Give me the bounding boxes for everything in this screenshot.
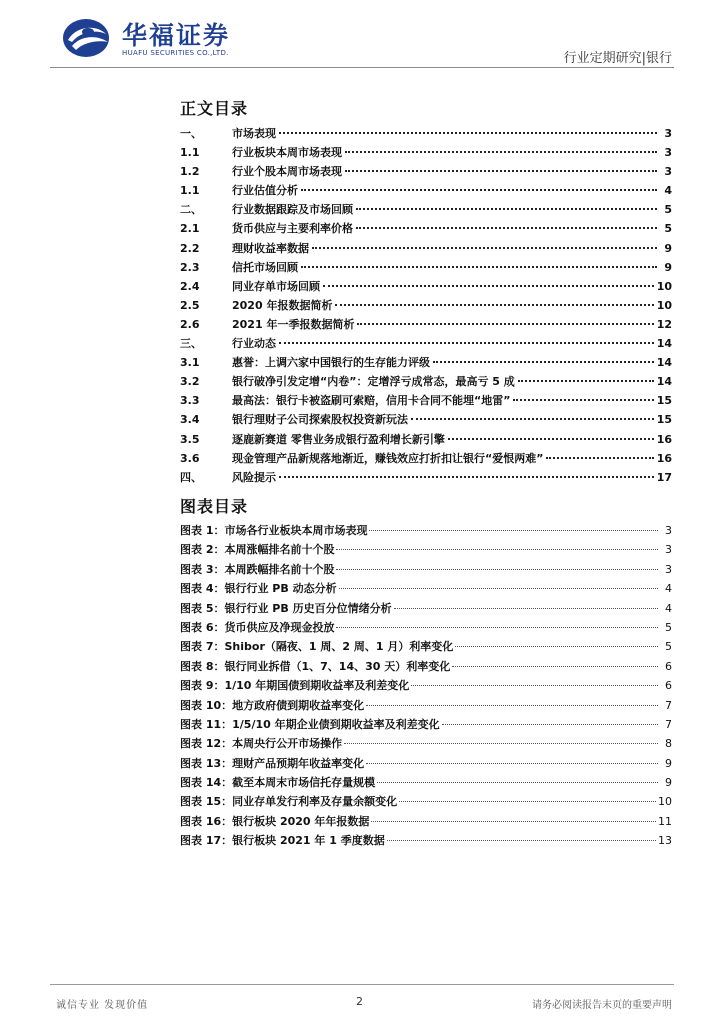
toc-entry[interactable] <box>180 316 672 335</box>
toc-entry-number: 一、 <box>180 127 202 140</box>
toc-entry[interactable] <box>180 240 672 259</box>
toc-entry-page: 17 <box>656 470 672 484</box>
toc-entry-title: 行业数据跟踪及市场回顾 <box>232 203 353 217</box>
toc-dot-leader <box>279 132 657 134</box>
figure-entry-title: 图表 11：1/5/10 年期企业债到期收益率及利差变化 <box>180 717 440 731</box>
figure-entry-title: 图表 10：地方政府债到期收益率变化 <box>180 698 365 712</box>
toc-dot-leader <box>518 380 654 382</box>
figure-dot-leader <box>339 588 658 589</box>
figure-entry-title: 图表 6：货币供应及净现金投放 <box>180 620 335 634</box>
figure-entry-page: 3 <box>665 562 672 576</box>
toc-entry[interactable] <box>180 163 672 182</box>
toc-entry-title: 惠誉：上调六家中国银行的生存能力评级 <box>232 356 430 370</box>
toc-dot-leader <box>448 438 654 440</box>
logo-mark-icon <box>62 16 114 60</box>
figure-dot-leader <box>399 801 656 802</box>
toc-entry-title: 逐鹿新赛道 零售业务成银行盈利增长新引擎 <box>232 432 445 446</box>
toc-entry-number: 1.1 <box>180 146 200 160</box>
figure-dot-leader <box>369 530 658 531</box>
toc-entry-page: 16 <box>656 432 672 446</box>
toc-entry-title: 同业存单市场回顾 <box>232 279 320 293</box>
toc-entry-title: 银行破净引发定增“内卷”：定增浮亏成常态，最高亏 5 成 <box>232 375 515 389</box>
toc-entry-title: 行业板块本周市场表现 <box>232 146 342 160</box>
figure-entry-title: 图表 15：同业存单发行利率及存量余额变化 <box>180 795 398 809</box>
toc-entry-page: 3 <box>664 146 672 160</box>
toc-entry[interactable] <box>180 450 672 469</box>
toc-entry-title: 行业个股本周市场表现 <box>232 165 342 179</box>
figure-entry-page: 11 <box>658 814 672 828</box>
figure-dot-leader <box>366 763 658 764</box>
figure-entry-page: 4 <box>665 601 672 615</box>
toc-entry-number: 3.5 <box>180 432 200 446</box>
toc-entry-page: 4 <box>664 184 672 198</box>
toc-entry-page: 9 <box>664 260 672 274</box>
toc-entry-title: 现金管理产品新规落地渐近，赚钱效应打折扣让银行“爱恨两难” <box>232 451 544 465</box>
toc-dot-leader <box>279 476 654 478</box>
figure-dot-leader <box>336 569 658 570</box>
figure-entry[interactable] <box>180 638 672 657</box>
toc-entry[interactable] <box>180 220 672 239</box>
footer-divider <box>50 984 674 985</box>
toc-entry-number: 2.2 <box>180 241 200 255</box>
footer-slogan: 诚信专业 发现价值 <box>56 1000 149 1011</box>
toc-entry-number: 3.3 <box>180 394 200 408</box>
figure-entry-page: 3 <box>665 543 672 557</box>
figure-entry[interactable] <box>180 658 672 677</box>
figure-entry-title: 图表 13：理财产品预期年收益率变化 <box>180 756 365 770</box>
header-divider <box>50 67 674 68</box>
toc-entry-title: 最高法：银行卡被盗刷可索赔，信用卡合同不能埋“地雷” <box>232 394 511 408</box>
figure-entry[interactable] <box>180 580 672 599</box>
toc-dot-leader <box>357 323 653 325</box>
toc-entry-title: 市场表现 <box>232 127 276 140</box>
figure-entry-title: 图表 1：市场各行业板块本周市场表现 <box>180 524 368 537</box>
toc-entry-page: 5 <box>664 222 672 236</box>
toc-entry[interactable] <box>180 278 672 297</box>
figure-entry-page: 6 <box>665 659 672 673</box>
figure-entry[interactable] <box>180 600 672 619</box>
toc-entry-number: 2.6 <box>180 317 200 331</box>
figure-dot-leader <box>387 840 656 841</box>
toc-entry[interactable] <box>180 125 672 144</box>
figure-entry-title: 图表 2：本周涨幅排名前十个股 <box>180 543 335 557</box>
report-type-label: 行业定期研究|银行 <box>563 51 672 66</box>
figure-entry[interactable] <box>180 522 672 541</box>
figure-dot-leader <box>452 666 658 667</box>
figure-dot-leader <box>371 821 656 822</box>
figure-entry-title: 图表 12：本周央行公开市场操作 <box>180 737 343 751</box>
toc-entry-title: 银行理财子公司探索股权投资新玩法 <box>232 413 408 427</box>
toc-entry-page: 3 <box>664 165 672 179</box>
figure-entry-title: 图表 8：银行同业拆借（1、7、14、30 天）利率变化 <box>180 659 451 673</box>
figure-entry-page: 5 <box>665 640 672 654</box>
toc-entry-page: 15 <box>656 394 672 408</box>
figure-entry-title: 图表 3：本周跌幅排名前十个股 <box>180 562 335 576</box>
figure-entry-title: 图表 17：银行板块 2021 年 1 季度数据 <box>180 834 385 848</box>
table-of-contents <box>180 125 672 488</box>
company-logo <box>62 16 252 62</box>
figure-entry[interactable] <box>180 735 672 754</box>
figure-dot-leader <box>366 705 658 706</box>
toc-entry-number: 2.3 <box>180 260 200 274</box>
figure-dot-leader <box>411 685 658 686</box>
toc-dot-leader <box>323 285 654 287</box>
toc-entry-number: 四、 <box>180 470 202 484</box>
figure-dot-leader <box>455 646 658 647</box>
toc-entry-number: 2.4 <box>180 279 200 293</box>
figure-entry[interactable] <box>180 793 672 812</box>
toc-dot-leader <box>356 227 657 229</box>
figure-entry[interactable] <box>180 697 672 716</box>
footer-disclaimer: 请务必阅读报告末页的重要声明 <box>532 1000 672 1011</box>
toc-entry-page: 10 <box>656 279 672 293</box>
figure-entry[interactable] <box>180 774 672 793</box>
toc-entry-title: 信托市场回顾 <box>232 260 298 274</box>
toc-dot-leader <box>301 266 657 268</box>
toc-dot-leader <box>312 247 657 249</box>
toc-dot-leader <box>356 208 657 210</box>
figure-entry-page: 9 <box>665 756 672 770</box>
figure-entry-page: 10 <box>658 795 672 809</box>
page-number: 2 <box>356 995 363 1008</box>
toc-entry[interactable] <box>180 259 672 278</box>
figure-entry[interactable] <box>180 832 672 851</box>
toc-entry[interactable] <box>180 392 672 411</box>
figure-dot-leader <box>336 549 658 550</box>
figure-entry-page: 5 <box>665 620 672 634</box>
toc-entry-title: 货币供应与主要利率价格 <box>232 222 353 236</box>
figure-entry-page: 7 <box>665 717 672 731</box>
figure-entry-page: 4 <box>665 582 672 596</box>
toc-entry-number: 三、 <box>180 337 202 351</box>
toc-entry[interactable] <box>180 201 672 220</box>
figure-dot-leader <box>442 724 658 725</box>
figure-entry-title: 图表 9：1/10 年期国债到期收益率及利差变化 <box>180 679 410 693</box>
figure-entry-title: 图表 7：Shibor（隔夜、1 周、2 周、1 月）利率变化 <box>180 640 454 654</box>
toc-entry-number: 二、 <box>180 203 202 217</box>
figure-entry-title: 图表 5：银行行业 PB 历史百分位情绪分析 <box>180 601 392 615</box>
figure-entry-title: 图表 14：截至本周末市场信托存量规模 <box>180 776 376 790</box>
toc-entry-number: 3.1 <box>180 356 200 370</box>
toc-entry[interactable] <box>180 373 672 392</box>
toc-entry-number: 3.2 <box>180 375 200 389</box>
toc-entry-title: 行业估值分析 <box>232 184 298 198</box>
figure-entry-page: 7 <box>665 698 672 712</box>
figure-entry[interactable] <box>180 541 672 560</box>
toc-entry-title: 理财收益率数据 <box>232 241 309 255</box>
figure-entry[interactable] <box>180 677 672 696</box>
logo-english-name: HUAFU SECURITIES CO.,LTD. <box>122 49 229 57</box>
figure-dot-leader <box>394 608 658 609</box>
figure-dot-leader <box>344 743 658 744</box>
figure-entry-page: 6 <box>665 679 672 693</box>
toc-dot-leader <box>546 457 653 459</box>
toc-dot-leader <box>345 151 657 153</box>
toc-dot-leader <box>513 399 653 401</box>
toc-entry-title: 2021 年一季报数据简析 <box>232 317 355 331</box>
toc-entry-page: 14 <box>656 356 672 370</box>
figure-dot-leader <box>336 627 658 628</box>
toc-entry[interactable] <box>180 297 672 316</box>
figure-entry-page: 13 <box>658 834 672 848</box>
toc-entry[interactable] <box>180 411 672 430</box>
toc-entry[interactable] <box>180 144 672 163</box>
figure-dot-leader <box>377 782 658 783</box>
page-header <box>0 0 724 72</box>
figure-entry-page: 9 <box>665 776 672 790</box>
figure-list-heading: 图表目录 <box>180 497 249 516</box>
toc-entry-page: 5 <box>664 203 672 217</box>
toc-entry-page: 14 <box>656 375 672 389</box>
toc-entry-number: 2.5 <box>180 298 200 312</box>
toc-entry[interactable] <box>180 469 672 488</box>
toc-entry-page: 15 <box>656 413 672 427</box>
toc-entry[interactable] <box>180 431 672 450</box>
toc-entry-number: 1.2 <box>180 165 200 179</box>
toc-entry-title: 风险提示 <box>232 470 276 484</box>
toc-dot-leader <box>411 418 654 420</box>
toc-entry-title: 2020 年报数据简析 <box>232 298 333 312</box>
toc-entry[interactable] <box>180 182 672 201</box>
toc-entry-page: 14 <box>656 337 672 351</box>
toc-entry-number: 2.1 <box>180 222 200 236</box>
toc-dot-leader <box>433 361 654 363</box>
figure-entry-page: 3 <box>665 524 672 537</box>
figure-entry[interactable] <box>180 813 672 832</box>
logo-chinese-name: 华福证券 <box>122 21 231 50</box>
toc-entry-page: 12 <box>656 317 672 331</box>
toc-entry-number: 1.1 <box>180 184 200 198</box>
toc-entry-number: 3.6 <box>180 451 200 465</box>
toc-heading: 正文目录 <box>180 99 249 118</box>
figure-entry[interactable] <box>180 561 672 580</box>
figure-entry[interactable] <box>180 716 672 735</box>
figure-entry-page: 8 <box>665 737 672 751</box>
toc-dot-leader <box>335 304 653 306</box>
figure-entry[interactable] <box>180 755 672 774</box>
toc-entry-number: 3.4 <box>180 413 200 427</box>
figure-entry-title: 图表 4：银行行业 PB 动态分析 <box>180 582 337 596</box>
toc-entry-page: 3 <box>664 127 672 140</box>
toc-dot-leader <box>279 342 654 344</box>
toc-entry-title: 行业动态 <box>232 337 276 351</box>
toc-entry[interactable] <box>180 354 672 373</box>
figure-entry[interactable] <box>180 619 672 638</box>
toc-dot-leader <box>345 170 657 172</box>
figure-entry-title: 图表 16：银行板块 2020 年年报数据 <box>180 814 370 828</box>
toc-entry[interactable] <box>180 335 672 354</box>
toc-entry-page: 10 <box>656 298 672 312</box>
toc-entry-page: 9 <box>664 241 672 255</box>
figure-list <box>180 522 672 852</box>
toc-dot-leader <box>301 189 657 191</box>
toc-entry-page: 16 <box>656 451 672 465</box>
